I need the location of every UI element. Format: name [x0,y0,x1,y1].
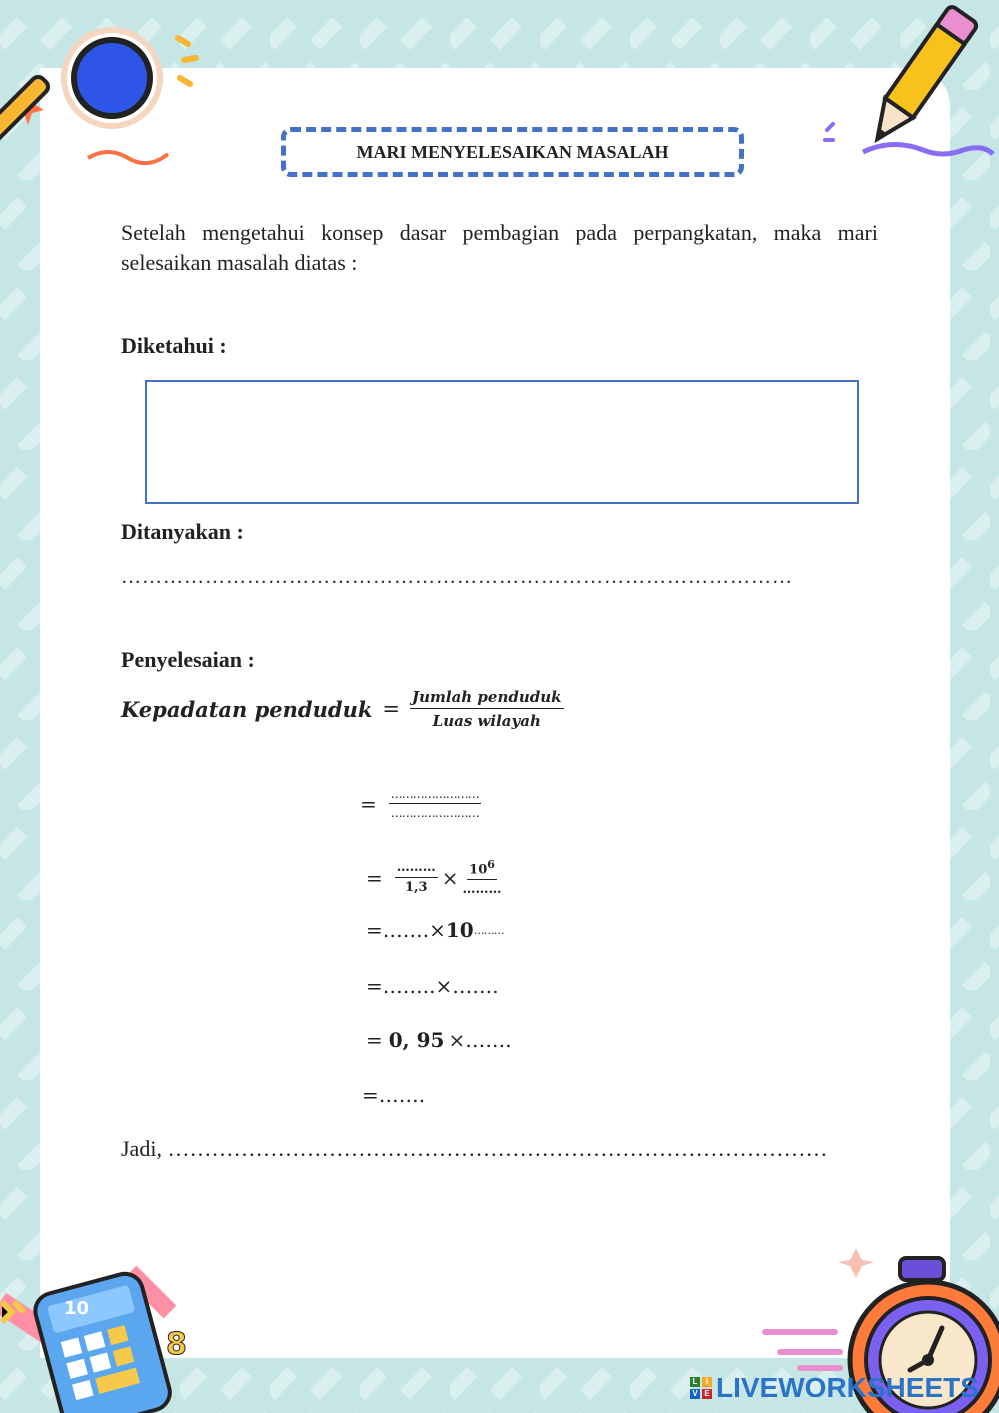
diketahui-label: Diketahui : [121,333,227,358]
title-box [281,127,744,177]
intro-text: Setelah mengetahui konsep dasar pembagian pada perpangkatan, maka mari selesaikan masalah diatas : [121,220,878,275]
page-title: MARI MENYELESAIKAN MASALAH [356,141,669,162]
number-sticker: 8 [166,1327,187,1362]
conclusion-line[interactable]: Jadi, ……………………………………………………………………………… [121,1136,828,1161]
liveworksheets-brand[interactable] [690,1372,979,1404]
pencil-icon [815,0,999,175]
ditanyakan-label: Ditanyakan : [121,519,244,544]
step-2-equals: = [366,865,383,890]
brand-logo-l: L [690,1377,700,1387]
formula-denominator: Luas wilayah [432,712,541,730]
step-2-fraction-2 [463,858,502,897]
ditanyakan-answer-line[interactable]: …………………………………………………………………………………… [121,566,793,588]
density-formula [121,688,564,730]
step-3-times: × [429,918,446,942]
step-5-blank[interactable]: ×……. [448,1028,512,1052]
step-5 [366,1028,512,1052]
step-3 [366,918,504,942]
step-2-fraction-1 [395,860,438,895]
step-3-exponent-blank[interactable]: ……… [473,923,504,937]
brand-logo-v: V [690,1389,700,1399]
step-2-times: × [441,865,459,890]
step-2-base: 10 [469,862,488,878]
step-5-value: 0, 95 [388,1028,445,1052]
step-1 [360,787,481,820]
step-2-denominator-blank[interactable]: ……… [462,882,502,898]
step-3-base: 10 [445,918,474,942]
penyelesaian-label: Penyelesaian : [121,647,255,672]
formula-lhs: Kepadatan penduduk [121,696,373,722]
step-5-equals: = [366,1028,383,1052]
step-2-numerator-blank[interactable]: ……… [395,860,438,878]
diketahui-input-box[interactable] [145,380,859,504]
step-2-denominator: 1,3 [404,880,428,896]
formula-fraction [410,688,564,730]
brand-logo-i: I [702,1377,712,1387]
step-1-equals: = [360,791,377,816]
brand-logo-e: E [702,1389,712,1399]
calculator-icon [0,1262,210,1413]
step-1-fraction[interactable] [389,787,481,820]
formula-equals: = [382,697,400,721]
step-6[interactable]: =……. [362,1083,426,1107]
step-2-exponent: 6 [487,858,495,871]
step-2-power [467,858,497,880]
brand-logo-icon [690,1377,712,1399]
step-1-numerator-blank[interactable]: …………………… [389,787,481,804]
calculator-display: 10 [64,1298,90,1319]
brand-name: LIVEWORKSHEETS [716,1372,979,1403]
step-3-blank[interactable]: =……. [366,918,430,942]
step-2 [366,858,506,897]
formula-numerator: Jumlah penduduk [410,688,564,709]
step-1-denominator-blank[interactable]: …………………… [390,806,479,820]
magnifier-icon [0,10,210,195]
step-4[interactable]: =……..×……. [366,974,499,998]
